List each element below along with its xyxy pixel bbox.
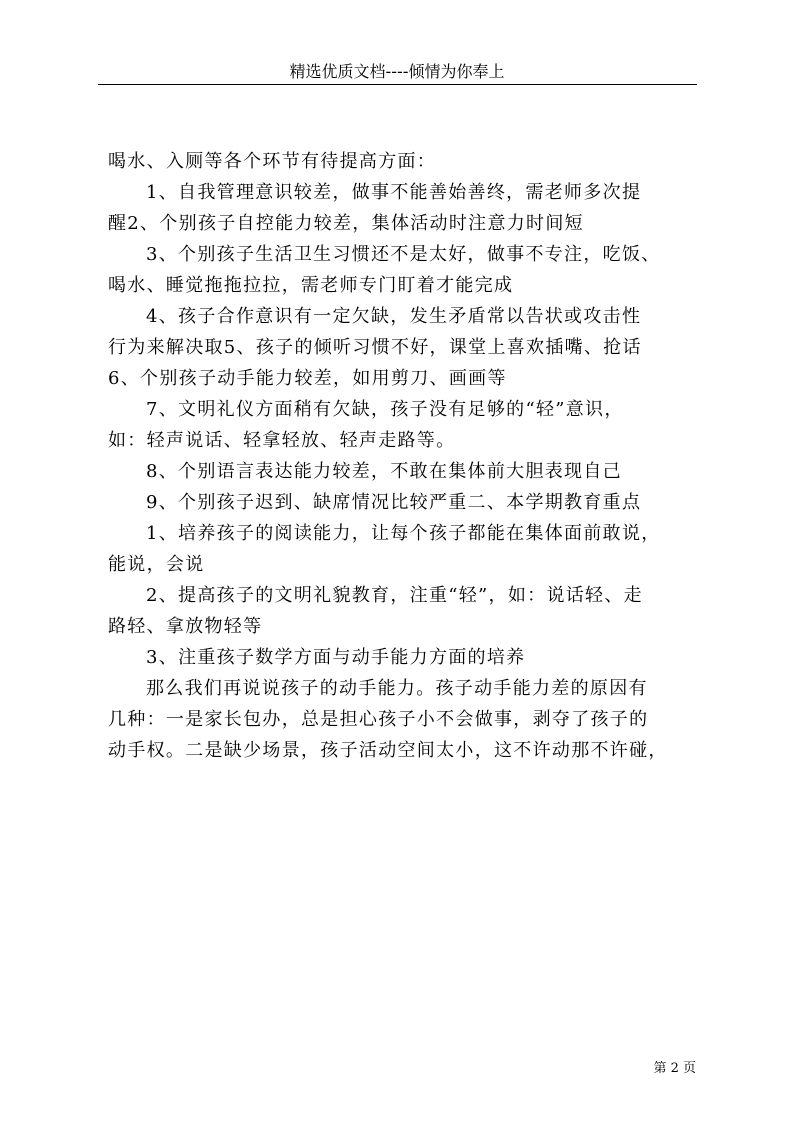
text-line: 醒2、个别孩子自控能力较差，集体活动时注意力时间短 bbox=[108, 213, 584, 234]
document-body bbox=[108, 146, 708, 766]
text-line: 3、个别孩子生活卫生习惯还不是太好，做事不专注，吃饭、 bbox=[146, 244, 661, 265]
text-line: 行为来解决取5、孩子的倾听习惯不好，课堂上喜欢插嘴、抢话 bbox=[108, 337, 642, 358]
text-line: 7、文明礼仪方面稍有欠缺，孩子没有足够的“轻”意识， bbox=[146, 399, 624, 420]
text-line: 1、培养孩子的阅读能力，让每个孩子都能在集体面前敢说， bbox=[146, 523, 661, 544]
text-line: 那么我们再说说孩子的动手能力。孩子动手能力差的原因有 bbox=[146, 678, 648, 699]
text-line: 喝水、入厕等各个环节有待提高方面： bbox=[108, 151, 437, 172]
text-line: 1、自我管理意识较差，做事不能善始善终，需老师多次提 bbox=[146, 182, 642, 203]
page-header: 精选优质文档----倾情为你奉上 bbox=[289, 62, 505, 81]
page-number: 第 2 页 bbox=[653, 1061, 696, 1076]
text-line: 6、个别孩子动手能力较差，如用剪刀、画画等 bbox=[108, 368, 507, 389]
header-rule bbox=[98, 84, 697, 85]
text-line: 几种：一是家长包办，总是担心孩子小不会做事，剥夺了孩子的 bbox=[108, 709, 649, 730]
text-line: 如：轻声说话、轻拿轻放、轻声走路等。 bbox=[108, 430, 456, 451]
text-line: 路轻、拿放物轻等 bbox=[108, 616, 263, 637]
text-line: 9、个别孩子迟到、缺席情况比较严重二、本学期教育重点 bbox=[146, 492, 642, 513]
text-line: 4、孩子合作意识有一定欠缺，发生矛盾常以告状或攻击性 bbox=[146, 306, 642, 327]
text-line: 能说，会说 bbox=[108, 554, 205, 575]
text-line: 动手权。二是缺少场景，孩子活动空间太小，这不许动那不许碰， bbox=[108, 740, 668, 761]
text-line: 3、注重孩子数学方面与动手能力方面的培养 bbox=[146, 647, 526, 668]
text-line: 8、个别语言表达能力较差，不敢在集体前大胆表现自己 bbox=[146, 461, 622, 482]
text-line: 2、提高孩子的文明礼貌教育，注重“轻”，如：说话轻、走 bbox=[146, 585, 643, 606]
text-line: 喝水、睡觉拖拖拉拉，需老师专门盯着才能完成 bbox=[108, 275, 514, 296]
